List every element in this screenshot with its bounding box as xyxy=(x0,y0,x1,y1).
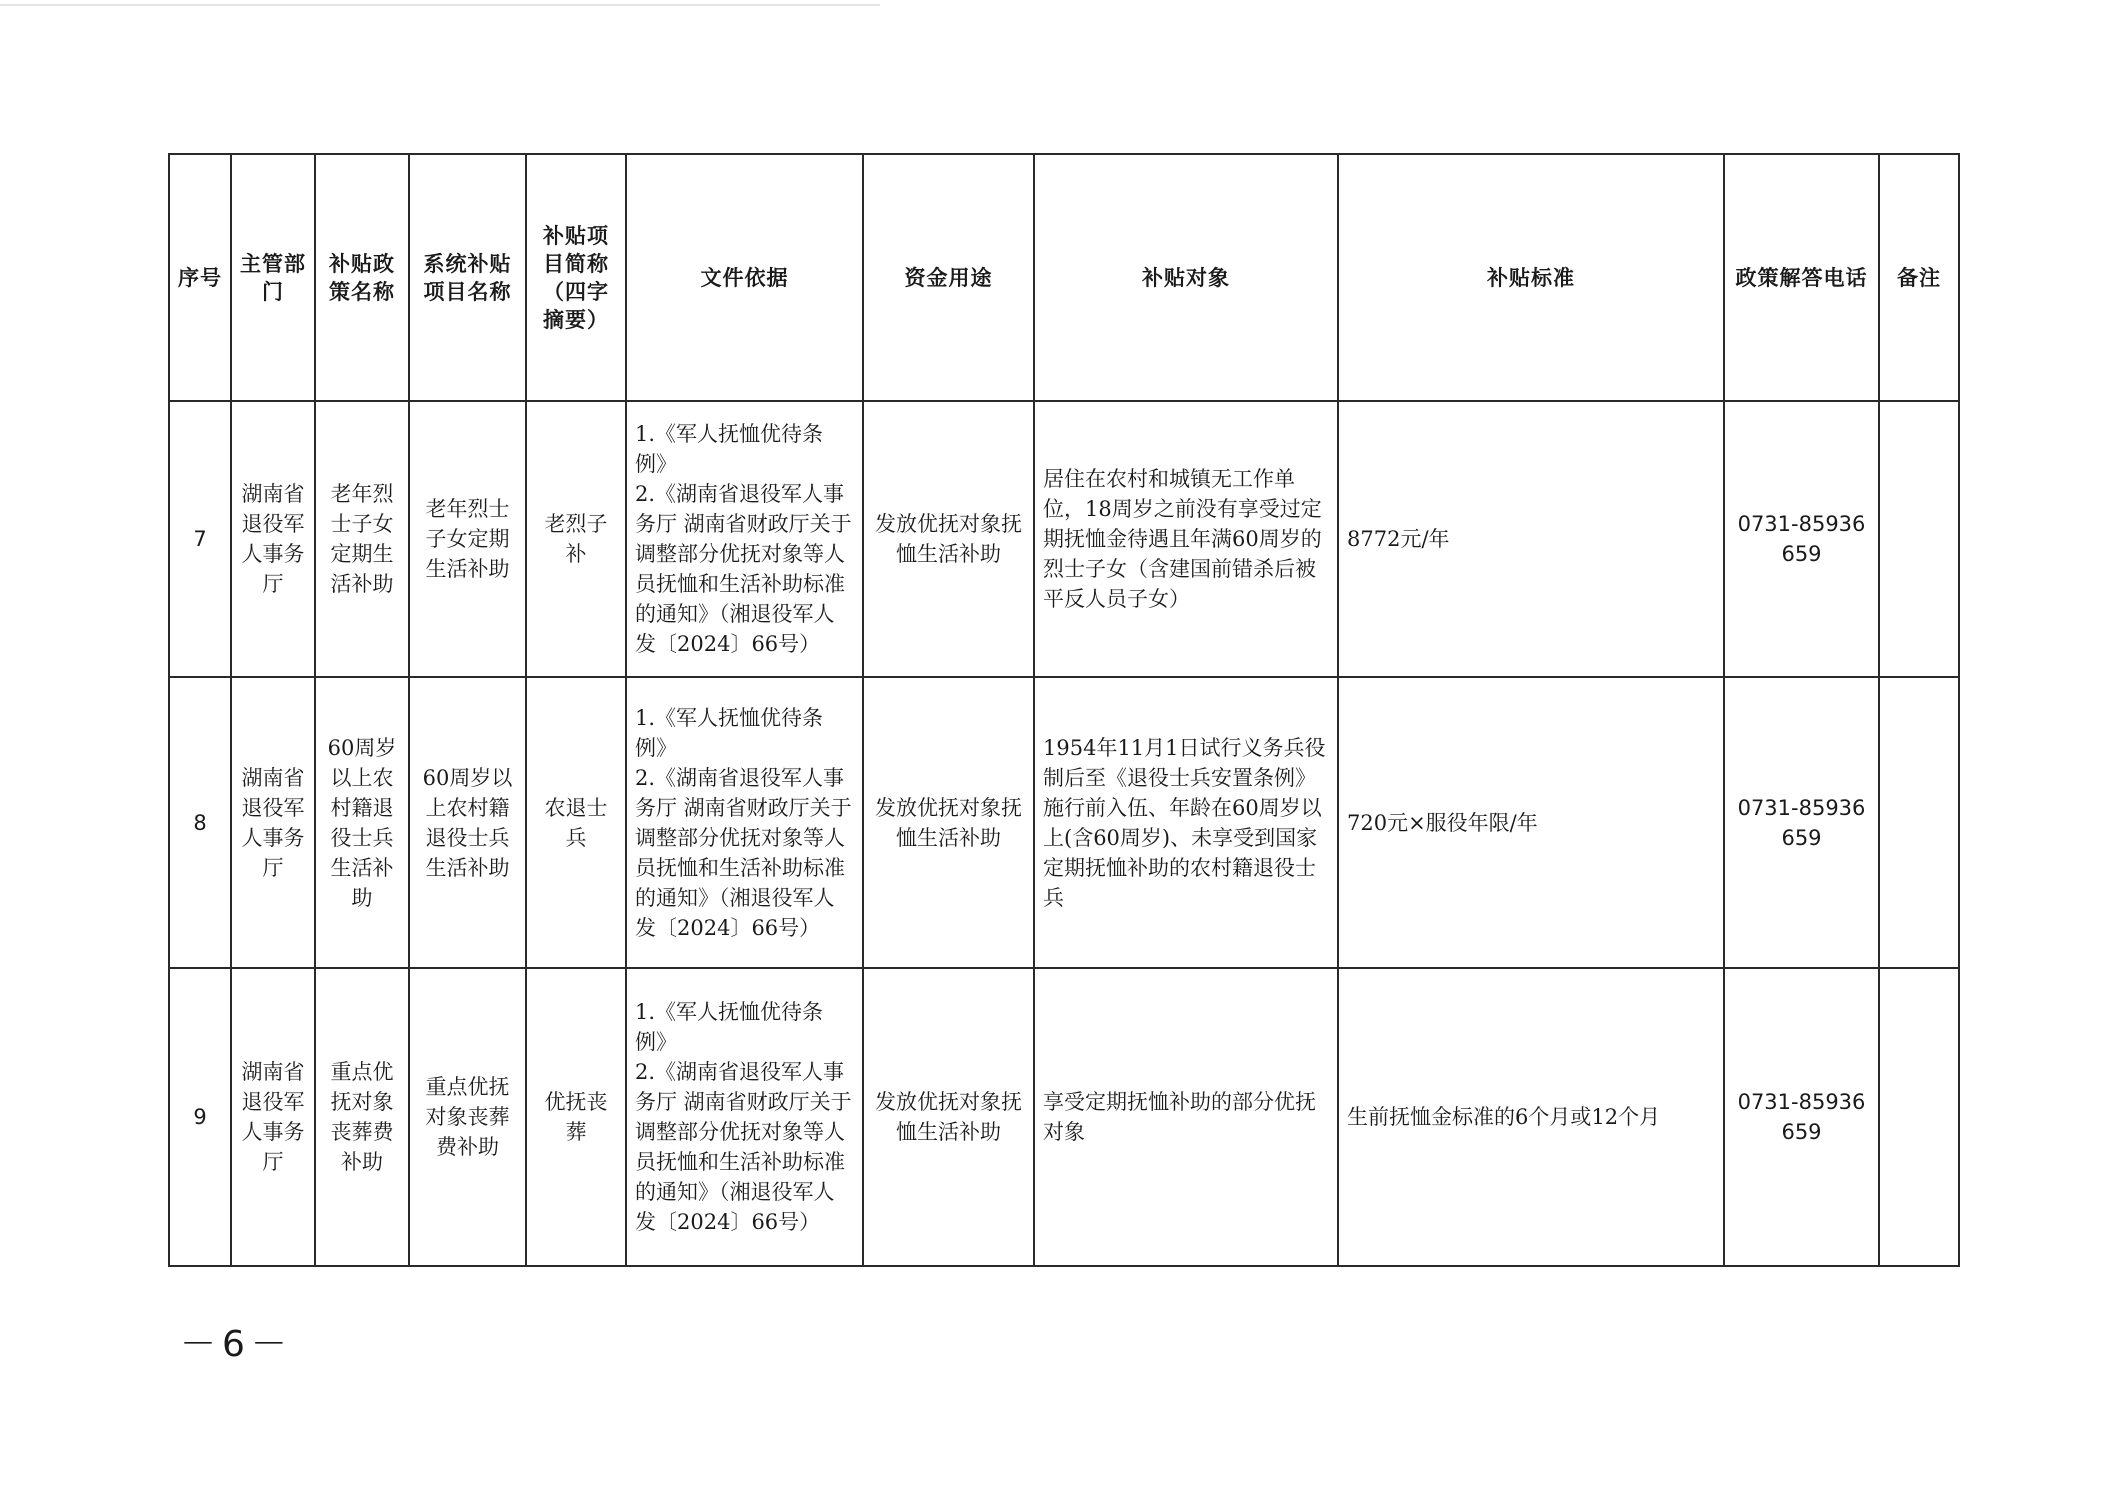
table-row xyxy=(169,677,1959,968)
row-short-name: 优抚丧葬 xyxy=(526,968,626,1266)
row-target: 居住在农村和城镇无工作单位，18周岁之前没有享受过定期抚恤金待遇且年满60周岁的烈士子女（含建国前错杀后被平反人员子女） xyxy=(1034,401,1338,677)
basis-item: 2.《湖南省退役军人事务厅 湖南省财政厅关于调整部分优抚对象等人员抚恤和生活补助标准的通知》（湘退役军人发〔2024〕66号） xyxy=(635,482,852,656)
row-department: 湖南省退役军人事务厅 xyxy=(231,677,315,968)
header-phone: 政策解答电话 xyxy=(1724,154,1879,401)
row-policy-name: 老年烈士子女定期生活补助 xyxy=(315,401,409,677)
row-standard: 8772元/年 xyxy=(1338,401,1724,677)
row-short-name: 老烈子补 xyxy=(526,401,626,677)
row-basis xyxy=(626,968,863,1266)
row-department: 湖南省退役军人事务厅 xyxy=(231,401,315,677)
row-policy-name: 重点优抚对象丧葬费补助 xyxy=(315,968,409,1266)
header-department: 主管部门 xyxy=(231,154,315,401)
row-standard: 生前抚恤金标准的6个月或12个月 xyxy=(1338,968,1724,1266)
row-phone: 0731-85936659 xyxy=(1724,401,1879,677)
row-usage: 发放优抚对象抚恤生活补助 xyxy=(863,968,1034,1266)
row-short-name: 农退士兵 xyxy=(526,677,626,968)
header-remark: 备注 xyxy=(1879,154,1959,401)
table-row xyxy=(169,401,1959,677)
header-system-item: 系统补贴项目名称 xyxy=(409,154,526,401)
row-phone: 0731-85936659 xyxy=(1724,677,1879,968)
subsidy-policy-table xyxy=(168,153,1960,1267)
row-usage: 发放优抚对象抚恤生活补助 xyxy=(863,677,1034,968)
row-remark xyxy=(1879,401,1959,677)
header-policy-name: 补贴政策名称 xyxy=(315,154,409,401)
header-short-name: 补贴项目简称（四字摘要） xyxy=(526,154,626,401)
header-usage: 资金用途 xyxy=(863,154,1034,401)
row-standard: 720元×服役年限/年 xyxy=(1338,677,1724,968)
row-target: 1954年11月1日试行义务兵役制后至《退役士兵安置条例》施行前入伍、年龄在60周岁以上(含60周岁)、未享受到国家定期抚恤补助的农村籍退役士兵 xyxy=(1034,677,1338,968)
basis-item: 1.《军人抚恤优待条例》 xyxy=(635,705,824,760)
basis-item: 1.《军人抚恤优待条例》 xyxy=(635,1000,824,1054)
row-no: 7 xyxy=(169,401,231,677)
row-policy-name: 60周岁以上农村籍退役士兵生活补助 xyxy=(315,677,409,968)
header-basis: 文件依据 xyxy=(626,154,863,401)
row-no: 8 xyxy=(169,677,231,968)
row-system-item: 重点优抚对象丧葬费补助 xyxy=(409,968,526,1266)
table-row xyxy=(169,968,1959,1266)
header-target: 补贴对象 xyxy=(1034,154,1338,401)
header-row xyxy=(169,154,1959,401)
row-usage: 发放优抚对象抚恤生活补助 xyxy=(863,401,1034,677)
row-basis xyxy=(626,677,863,968)
row-no: 9 xyxy=(169,968,231,1266)
row-department: 湖南省退役军人事务厅 xyxy=(231,968,315,1266)
row-phone: 0731-85936659 xyxy=(1724,968,1879,1266)
header-no: 序号 xyxy=(169,154,231,401)
scan-artifact-line xyxy=(0,4,880,6)
row-basis xyxy=(626,401,863,677)
table-header xyxy=(169,154,1959,401)
row-target: 享受定期抚恤补助的部分优抚对象 xyxy=(1034,968,1338,1266)
basis-item: 1.《军人抚恤优待条例》 xyxy=(635,422,824,476)
page-number: －6－ xyxy=(180,1324,293,1365)
row-remark xyxy=(1879,968,1959,1266)
row-remark xyxy=(1879,677,1959,968)
row-system-item: 60周岁以上农村籍退役士兵生活补助 xyxy=(409,677,526,968)
basis-item: 2.《湖南省退役军人事务厅 湖南省财政厅关于调整部分优抚对象等人员抚恤和生活补助标准的通知》（湘退役军人发〔2024〕66号） xyxy=(635,765,852,940)
table-body xyxy=(169,401,1959,1266)
row-system-item: 老年烈士子女定期生活补助 xyxy=(409,401,526,677)
basis-item: 2.《湖南省退役军人事务厅 湖南省财政厅关于调整部分优抚对象等人员抚恤和生活补助标准的通知》（湘退役军人发〔2024〕66号） xyxy=(635,1060,852,1234)
header-standard: 补贴标准 xyxy=(1338,154,1724,401)
